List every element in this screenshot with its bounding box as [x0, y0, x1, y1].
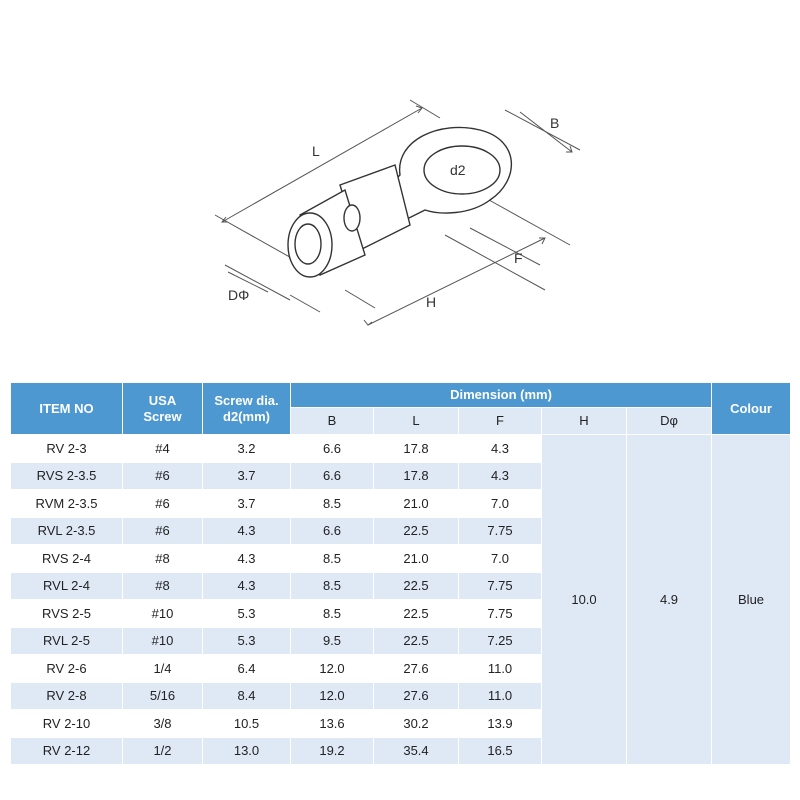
cell-screw-dia: 8.4 [203, 682, 291, 710]
cell-screw-dia: 10.5 [203, 710, 291, 738]
spec-table [10, 382, 791, 765]
cell-usa-screw: #10 [123, 600, 203, 628]
cell-b: 19.2 [291, 737, 374, 765]
cell-item-no: RVS 2-5 [11, 600, 123, 628]
cell-f: 11.0 [459, 682, 542, 710]
cell-usa-screw: 5/16 [123, 682, 203, 710]
cell-usa-screw: 3/8 [123, 710, 203, 738]
cell-screw-dia: 6.4 [203, 655, 291, 683]
cell-usa-screw: #8 [123, 545, 203, 573]
cell-l: 22.5 [374, 627, 459, 655]
dim-label-F: F [514, 250, 523, 266]
cell-f: 7.25 [459, 627, 542, 655]
cell-f: 4.3 [459, 435, 542, 463]
cell-f: 7.75 [459, 600, 542, 628]
cell-l: 22.5 [374, 517, 459, 545]
ring-terminal-diagram [200, 80, 600, 350]
header-dimension: Dimension (mm) [291, 383, 712, 408]
subheader-d: Dφ [627, 408, 712, 435]
dim-label-B: B [550, 115, 560, 131]
cell-f: 7.0 [459, 545, 542, 573]
subheader-b: B [291, 408, 374, 435]
header-item-no: ITEM NO [11, 383, 123, 435]
cell-h-merged: 10.0 [542, 435, 627, 765]
cell-screw-dia: 4.3 [203, 572, 291, 600]
dim-label-H: H [426, 294, 437, 310]
header-screw-dia: Screw dia. d2(mm) [203, 383, 291, 435]
cell-l: 35.4 [374, 737, 459, 765]
cell-b: 8.5 [291, 600, 374, 628]
cell-b: 8.5 [291, 572, 374, 600]
cell-b: 6.6 [291, 462, 374, 490]
header-colour: Colour [712, 383, 791, 435]
cell-l: 17.8 [374, 435, 459, 463]
cell-usa-screw: #6 [123, 517, 203, 545]
spec-table-body [11, 435, 791, 765]
cell-l: 21.0 [374, 490, 459, 518]
cell-colour-merged: Blue [712, 435, 791, 765]
cell-b: 9.5 [291, 627, 374, 655]
cell-b: 6.6 [291, 435, 374, 463]
cell-l: 17.8 [374, 462, 459, 490]
table-row [11, 435, 791, 463]
cell-l: 22.5 [374, 600, 459, 628]
cell-usa-screw: #4 [123, 435, 203, 463]
cell-usa-screw: #6 [123, 462, 203, 490]
cell-l: 27.6 [374, 682, 459, 710]
cell-screw-dia: 3.7 [203, 462, 291, 490]
cell-item-no: RV 2-12 [11, 737, 123, 765]
cell-b: 12.0 [291, 655, 374, 683]
cell-screw-dia: 4.3 [203, 545, 291, 573]
subheader-h: H [542, 408, 627, 435]
cell-item-no: RVL 2-4 [11, 572, 123, 600]
dim-label-D: DΦ [228, 287, 250, 303]
cell-f: 7.0 [459, 490, 542, 518]
cell-f: 11.0 [459, 655, 542, 683]
cell-item-no: RV 2-10 [11, 710, 123, 738]
cell-usa-screw: 1/4 [123, 655, 203, 683]
cell-item-no: RVM 2-3.5 [11, 490, 123, 518]
cell-b: 12.0 [291, 682, 374, 710]
cell-screw-dia: 13.0 [203, 737, 291, 765]
subheader-l: L [374, 408, 459, 435]
cell-f: 4.3 [459, 462, 542, 490]
cell-l: 27.6 [374, 655, 459, 683]
cell-screw-dia: 3.7 [203, 490, 291, 518]
cell-f: 7.75 [459, 517, 542, 545]
cell-item-no: RVL 2-5 [11, 627, 123, 655]
cell-screw-dia: 4.3 [203, 517, 291, 545]
cell-screw-dia: 3.2 [203, 435, 291, 463]
cell-item-no: RV 2-6 [11, 655, 123, 683]
header-usa-screw: USA Screw [123, 383, 203, 435]
cell-f: 7.75 [459, 572, 542, 600]
cell-item-no: RVS 2-4 [11, 545, 123, 573]
cell-f: 13.9 [459, 710, 542, 738]
cell-item-no: RVL 2-3.5 [11, 517, 123, 545]
subheader-f: F [459, 408, 542, 435]
cell-f: 16.5 [459, 737, 542, 765]
cell-usa-screw: #8 [123, 572, 203, 600]
cell-b: 6.6 [291, 517, 374, 545]
cell-l: 30.2 [374, 710, 459, 738]
cell-item-no: RVS 2-3.5 [11, 462, 123, 490]
cell-screw-dia: 5.3 [203, 600, 291, 628]
cell-l: 22.5 [374, 572, 459, 600]
cell-b: 8.5 [291, 545, 374, 573]
cell-d-merged: 4.9 [627, 435, 712, 765]
cell-item-no: RV 2-3 [11, 435, 123, 463]
cell-usa-screw: #10 [123, 627, 203, 655]
dim-label-d2: d2 [450, 162, 466, 178]
cell-usa-screw: #6 [123, 490, 203, 518]
cell-usa-screw: 1/2 [123, 737, 203, 765]
cell-l: 21.0 [374, 545, 459, 573]
cell-b: 8.5 [291, 490, 374, 518]
dim-label-L: L [312, 143, 320, 159]
cell-b: 13.6 [291, 710, 374, 738]
cell-item-no: RV 2-8 [11, 682, 123, 710]
cell-screw-dia: 5.3 [203, 627, 291, 655]
